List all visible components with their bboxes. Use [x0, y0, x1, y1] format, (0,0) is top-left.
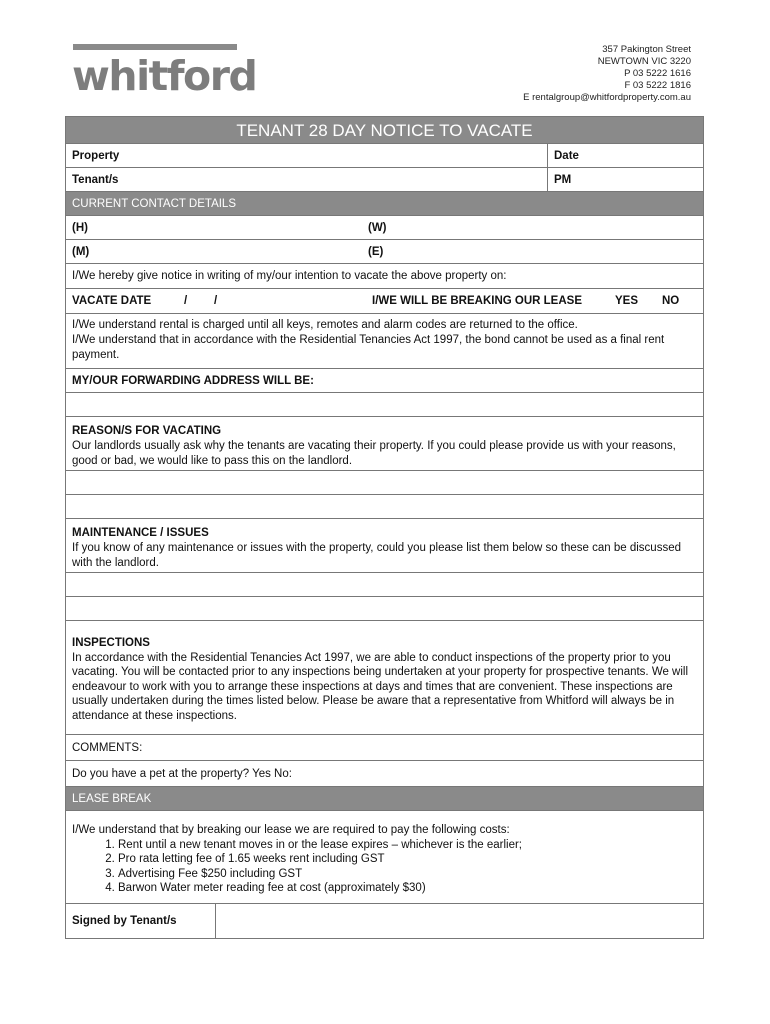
lease-break-block: [66, 811, 703, 904]
property-row: [66, 144, 703, 168]
lease-break-intro: I/We understand that by breaking our lease we are required to pay the following costs:: [72, 824, 510, 836]
reasons-text: Our landlords usually ask why the tenants are vacating their property. If you could please provide us with your reasons, good or bad, we would like to pass this on the landlord.: [72, 440, 676, 467]
forwarding-address-field[interactable]: [66, 393, 703, 417]
reasons-heading: REASON/S FOR VACATING: [72, 425, 222, 437]
signed-label: Signed by Tenant/s: [66, 904, 216, 938]
work-phone-field[interactable]: [362, 216, 703, 239]
phone-row-1: [66, 216, 703, 240]
pm-label: PM: [554, 174, 572, 186]
property-label: Property: [72, 150, 120, 162]
notice-form: [65, 116, 704, 939]
reasons-line-2[interactable]: [66, 495, 703, 519]
vacate-row: [66, 289, 703, 314]
mobile-label: (M): [72, 246, 90, 258]
maintenance-line-1[interactable]: [66, 573, 703, 597]
notice-statement: I/We hereby give notice in writing of my/our intention to vacate the above property on:: [66, 264, 703, 289]
signature-field[interactable]: [216, 904, 703, 938]
address-street: 357 Pakington Street: [602, 44, 691, 55]
lease-break-list: [72, 838, 697, 896]
date-field[interactable]: [548, 144, 703, 167]
inspections-heading: INSPECTIONS: [72, 637, 150, 649]
form-title: TENANT 28 DAY NOTICE TO VACATE: [66, 117, 703, 144]
date-slash-1: /: [184, 295, 188, 307]
understand-bond-text: I/We understand that in accordance with the Residential Tenancies Act 1997, the bond cannot be used as a final rent payment.: [72, 334, 665, 361]
brand-logo: whitford: [72, 52, 257, 100]
understand-block: [66, 314, 703, 369]
yes-option[interactable]: YES: [615, 295, 639, 307]
property-field[interactable]: [66, 144, 548, 167]
home-phone-field[interactable]: [66, 216, 362, 239]
list-item: 2. Pro rata letting fee of 1.65 weeks rent including GST: [118, 852, 697, 867]
email-label: (E): [368, 246, 384, 258]
maintenance-block: [66, 519, 703, 573]
maintenance-line-2[interactable]: [66, 597, 703, 621]
list-item: 1. Rent until a new tenant moves in or the lease expires – whichever is the earlier;: [118, 838, 697, 853]
reasons-line-1[interactable]: [66, 471, 703, 495]
understand-keys-text: I/We understand rental is charged until all keys, remotes and alarm codes are returned to the office.: [72, 319, 578, 331]
address-email: E rentalgroup@whitfordproperty.com.au: [523, 92, 691, 103]
maintenance-text: If you know of any maintenance or issues with the property, could you please list them below so these can be discussed with the landlord.: [72, 542, 681, 569]
pm-field[interactable]: [548, 168, 703, 191]
breaking-lease-label: I/WE WILL BE BREAKING OUR LEASE: [372, 295, 582, 307]
list-item: 3. Advertising Fee $250 including GST: [118, 867, 697, 882]
logo-bar: [73, 44, 237, 50]
tenants-label: Tenant/s: [72, 174, 119, 186]
home-label: (H): [72, 222, 88, 234]
signature-row: [66, 904, 703, 939]
pet-question: Do you have a pet at the property? Yes No:: [72, 768, 292, 780]
contact-header: CURRENT CONTACT DETAILS: [66, 192, 703, 216]
comments-field[interactable]: [66, 735, 703, 761]
list-item: 4. Barwon Water meter reading fee at cost (approximately $30): [118, 881, 697, 896]
comments-label: COMMENTS:: [72, 742, 143, 754]
address-fax: F 03 5222 1816: [624, 80, 691, 91]
address-phone: P 03 5222 1616: [624, 68, 691, 79]
forwarding-address-label: MY/OUR FORWARDING ADDRESS WILL BE:: [66, 369, 703, 393]
inspections-text: In accordance with the Residential Tenancies Act 1997, we are able to conduct inspections of the property prior to you vacating. You will be contacted prior to any inspections being undertaken at your property for prospective tenants. We will endeavour to work with you to arrange these inspections at days and times that are convenient. These inspections are usually undertaken during the times listed below. Please be aware that a representative from Whitford will always be in attendance at these inspections.: [72, 651, 689, 722]
pet-question-row[interactable]: [66, 761, 703, 787]
no-option[interactable]: NO: [662, 295, 680, 307]
date-slash-2: /: [214, 295, 218, 307]
reasons-block: [66, 417, 703, 471]
tenants-row: [66, 168, 703, 192]
email-field[interactable]: [362, 240, 703, 263]
mobile-field[interactable]: [66, 240, 362, 263]
address-city: NEWTOWN VIC 3220: [597, 56, 691, 67]
office-address: [523, 44, 691, 104]
phone-row-2: [66, 240, 703, 264]
tenants-field[interactable]: [66, 168, 548, 191]
work-label: (W): [368, 222, 387, 234]
maintenance-heading: MAINTENANCE / ISSUES: [72, 527, 209, 539]
vacate-date-label: VACATE DATE: [72, 295, 152, 307]
lease-break-header: LEASE BREAK: [66, 787, 703, 811]
date-label: Date: [554, 150, 579, 162]
inspections-block: [66, 621, 703, 735]
